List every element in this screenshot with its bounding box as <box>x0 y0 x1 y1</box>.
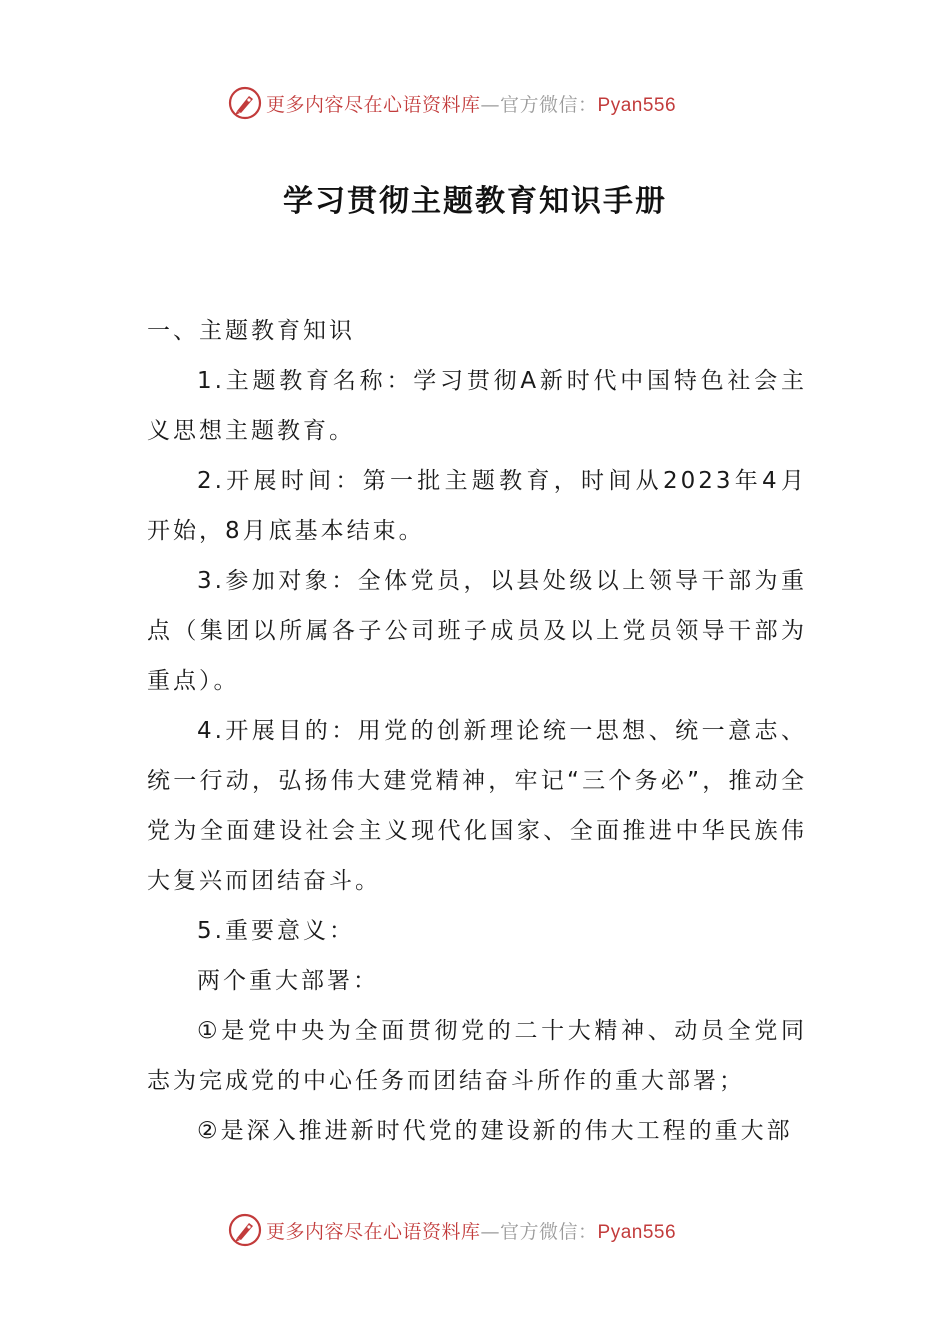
paragraph-topic-name: 1.主题教育名称：学习贯彻A新时代中国特色社会主义思想主题教育。 <box>147 368 807 444</box>
watermark-content <box>228 83 676 123</box>
document-title: 学习贯彻主题教育知识手册 <box>283 184 667 219</box>
paragraph-deployment-2: ②是深入推进新时代党的建设新的伟大工程的重大部 <box>197 1118 793 1144</box>
paragraph-purpose: 4.开展目的：用党的创新理论统一思想、统一意志、统一行动，弘扬伟大建党精神，牢记“三个务必”，推动全党为全面建设社会主义现代化国家、全面推进中华民族伟大复兴而团结奋斗。 <box>147 718 807 894</box>
document-body <box>147 306 807 1156</box>
pen-nib-logo-icon <box>228 86 262 120</box>
watermark-dash: — <box>480 93 501 116</box>
pen-nib-logo-icon <box>228 1213 262 1247</box>
watermark-content <box>228 1210 676 1250</box>
watermark-label: 官方微信： <box>500 1220 598 1243</box>
watermark-label: 官方微信： <box>500 93 598 116</box>
watermark-text <box>266 90 676 117</box>
watermark-dash: — <box>480 1220 501 1243</box>
section-heading: 一、主题教育知识 <box>147 318 355 344</box>
watermark-wechat-id: Pyan556 <box>597 1221 677 1243</box>
paragraph-significance: 5.重要意义： <box>197 918 355 944</box>
paragraph-two-deployments: 两个重大部署： <box>197 968 379 994</box>
watermark-main: 更多内容尽在心语资料库 <box>266 93 481 116</box>
paragraph-participants: 3.参加对象：全体党员，以县处级以上领导干部为重点（集团以所属各子公司班子成员及以上党员领导干部为重点）。 <box>147 568 807 694</box>
paragraph-time: 2.开展时间：第一批主题教育，时间从2023年4月开始，8月底基本结束。 <box>147 468 807 544</box>
header-watermark <box>0 83 950 123</box>
watermark-wechat-id: Pyan556 <box>597 94 677 116</box>
paragraph-deployment-1: ①是党中央为全面贯彻党的二十大精神、动员全党同志为完成党的中心任务而团结奋斗所作的重大部署； <box>147 1018 807 1094</box>
watermark-text <box>266 1217 676 1244</box>
watermark-main: 更多内容尽在心语资料库 <box>266 1220 481 1243</box>
footer-watermark <box>0 1210 950 1250</box>
